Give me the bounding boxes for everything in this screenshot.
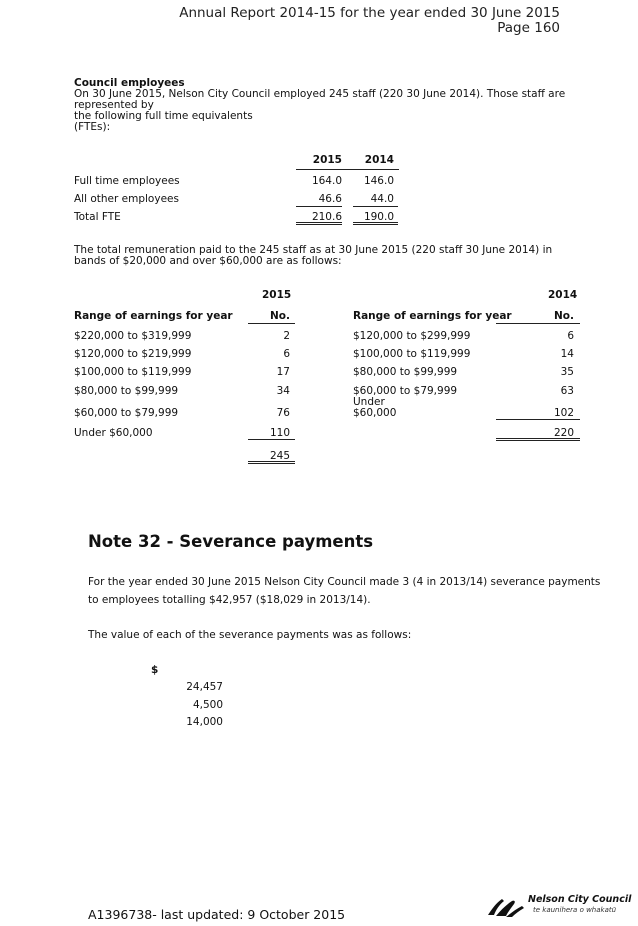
note-paragraph-line-2: to employees totalling $42,957 ($18,029 in 2013/14).	[88, 594, 371, 606]
bands-total-rule-2014	[496, 438, 580, 441]
fte-header-2014: 2014	[364, 154, 394, 166]
bands-subtotal-rule	[496, 419, 580, 420]
fte-subtotal-rule-2014	[353, 206, 398, 207]
payment-value: 24,457	[186, 681, 223, 693]
intro-line-2: represented by	[74, 99, 154, 111]
bands-year-2014: 2014	[548, 289, 578, 301]
document-reference: A1396738- last updated: 9 October 2015	[88, 907, 346, 922]
bands-total-2014: 220	[553, 427, 574, 439]
band-range-prefix: Under	[353, 396, 385, 408]
bands-total-2015: 245	[269, 450, 290, 462]
payment-value: 14,000	[186, 716, 223, 728]
remuneration-line-1: The total remuneration paid to the 245 staff as at 30 June 2015 (220 staff 30 June 2014) in	[74, 244, 553, 256]
council-logo	[486, 893, 632, 921]
band-range: $80,000 to $99,999	[353, 366, 458, 378]
band-count: 6	[283, 348, 290, 360]
remuneration-line-2: bands of $20,000 and over $60,000 are as follows:	[74, 255, 342, 267]
intro-line-4: (FTEs):	[74, 121, 111, 133]
band-range: $60,000	[353, 407, 397, 419]
fte-row-value-2015: 46.6	[318, 193, 342, 205]
fte-subtotal-rule-2015	[296, 206, 342, 207]
band-range: $120,000 to $299,999	[353, 330, 471, 342]
band-count: 102	[553, 407, 574, 419]
bands-no-header: No.	[554, 310, 574, 322]
band-range: $60,000 to $79,999	[74, 407, 179, 419]
bands-year-2015: 2015	[262, 289, 292, 301]
band-range: $80,000 to $99,999	[74, 385, 179, 397]
fte-total-2014: 190.0	[363, 211, 394, 223]
intro-line-3: the following full time equivalents	[74, 110, 253, 122]
band-range: $60,000 to $79,999	[353, 385, 458, 397]
band-count: 14	[560, 348, 574, 360]
currency-label: $	[151, 664, 159, 676]
fte-row-value-2014: 44.0	[370, 193, 394, 205]
band-count: 35	[560, 366, 574, 378]
band-count: 76	[276, 407, 290, 419]
nelson-swoosh-logo-icon	[486, 895, 526, 919]
fte-total-rule-2014	[353, 222, 398, 225]
bands-range-header: Range of earnings for year	[353, 310, 512, 322]
bands-header-rule	[248, 323, 295, 324]
band-count: 63	[560, 385, 574, 397]
band-range: $100,000 to $119,999	[353, 348, 471, 360]
note-title: Note 32 - Severance payments	[88, 532, 374, 551]
fte-total-rule-2015	[296, 222, 342, 225]
band-range: $100,000 to $119,999	[74, 366, 192, 378]
note-paragraph-line-1: For the year ended 30 June 2015 Nelson City Council made 3 (4 in 2013/14) severance payments	[88, 576, 601, 588]
fte-row-value-2014: 146.0	[363, 175, 394, 187]
fte-row-label: All other employees	[74, 193, 179, 205]
band-range: $120,000 to $219,999	[74, 348, 192, 360]
report-title: Annual Report 2014-15 for the year ended 30 June 2015	[179, 5, 560, 21]
band-count: 110	[269, 427, 290, 439]
bands-header-rule	[496, 323, 580, 324]
logo-name: Nelson City Council	[528, 894, 632, 905]
fte-header-2015: 2015	[312, 154, 342, 166]
fte-row-label: Full time employees	[74, 175, 180, 187]
section-heading-employees: Council employees	[74, 77, 185, 89]
intro-line-1: On 30 June 2015, Nelson City Council employed 245 staff (220 30 June 2014). Those staff are	[74, 88, 566, 100]
band-count: 17	[276, 366, 290, 378]
band-range: $220,000 to $319,999	[74, 330, 192, 342]
fte-total-2015: 210.6	[311, 211, 342, 223]
bands-total-rule-2015	[248, 461, 295, 464]
bands-no-header: No.	[270, 310, 290, 322]
band-count: 6	[567, 330, 574, 342]
logo-tagline: te kaunihera o whakatū	[533, 906, 617, 914]
fte-total-label: Total FTE	[74, 211, 121, 223]
payment-value: 4,500	[192, 699, 223, 711]
note-paragraph-2: The value of each of the severance payments was as follows:	[88, 629, 412, 641]
page-number: Page 160	[497, 20, 560, 36]
bands-range-header: Range of earnings for year	[74, 310, 233, 322]
bands-subtotal-rule	[248, 439, 295, 440]
fte-header-rule	[296, 169, 399, 170]
band-count: 2	[283, 330, 290, 342]
fte-row-value-2015: 164.0	[311, 175, 342, 187]
band-range: Under $60,000	[74, 427, 153, 439]
band-count: 34	[276, 385, 290, 397]
